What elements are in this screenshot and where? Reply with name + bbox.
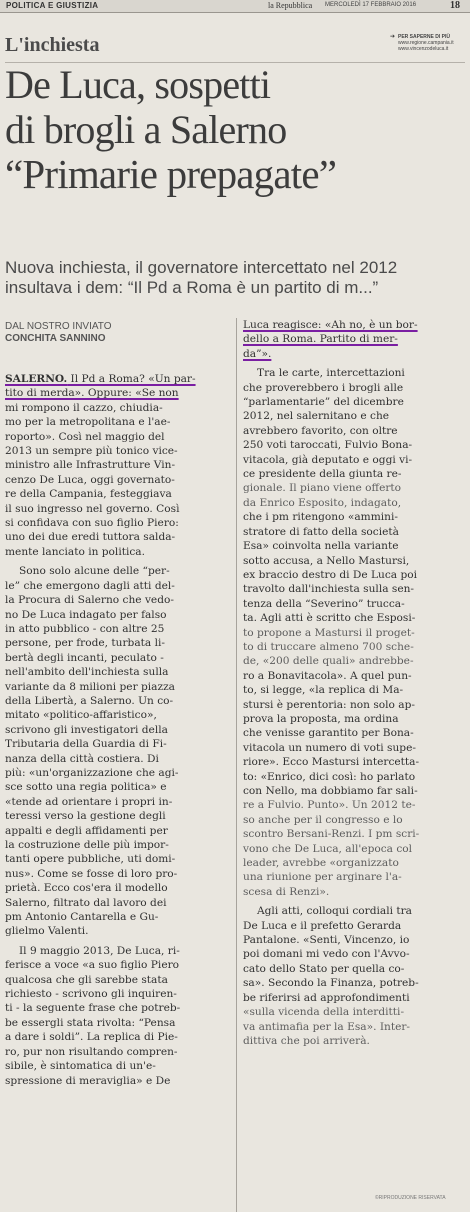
article-line: 2012, nel salernitano e che <box>243 410 390 423</box>
article-line: spressione di meraviglia» e De <box>5 1074 171 1087</box>
headline <box>5 62 470 197</box>
article-line: scontro Bersani-Renzi. I pm scri- <box>243 828 420 841</box>
article-line: Salerno, filtrato dal lavoro dei <box>5 896 167 909</box>
headline-line: di brogli a Salerno <box>5 107 287 152</box>
copyright-notice: ©RIPRODUZIONE RISERVATA <box>375 1195 446 1201</box>
column-divider <box>236 318 237 1212</box>
article-line: roporto». Così nel maggio del <box>5 430 165 443</box>
article-line: SALERNO. Il Pd a Roma? «Un par- <box>5 373 196 385</box>
subheadline: Nuova inchiesta, il governatore intercettato nel 2012 insultava i dem: “Il Pd a Roma è un partito di m...” <box>5 258 398 297</box>
article-line: persone, per frode, turbata li- <box>5 637 165 650</box>
article-line: Esa» coinvolta nella variante <box>243 540 399 553</box>
author-name: CONCHITA SANNINO <box>5 333 106 344</box>
article-line: 250 voti taroccati, Fulvio Bona- <box>243 439 413 452</box>
article-line: be riferirsi ad approfondimenti <box>243 991 410 1004</box>
article-line: dittiva che poi arriverà. <box>243 1034 370 1047</box>
article-line: leader, avrebbe «organizzato <box>243 857 399 870</box>
article-line: la Procura di Salerno che vedo- <box>5 594 174 607</box>
article-line: richiesto - scrivono gli inquiren- <box>5 988 177 1001</box>
article-line: con Nello, ma dobbiamo far sali- <box>243 785 418 797</box>
article-line: scesa di Renzi». <box>243 885 330 898</box>
article-line: riore». Ecco Mastursi intercetta- <box>243 756 420 769</box>
article-line: vitacola un numero di voti supe- <box>243 741 416 754</box>
issue-date: MERCOLEDÌ 17 FEBBRAIO 2016 <box>325 2 417 8</box>
article-line: ro a Bonavitacola». A quel pun- <box>243 669 412 682</box>
article-line: prova la proposta, ma ordina <box>243 712 399 725</box>
article-line: cato dello Stato per quella co- <box>243 962 405 975</box>
kicker: L'inchiesta <box>5 34 100 56</box>
article-line: pm Antonio Cantarella e Gu- <box>5 911 159 924</box>
article-line: mo per la metropolitana e l'ae- <box>5 416 171 429</box>
article-line: to di truccare almeno 700 sche- <box>243 640 414 653</box>
article-line: variante da 8 milioni per piazza <box>5 680 175 693</box>
article-line: ti - la seguente frase che potreb- <box>5 1002 181 1015</box>
article-line: vitacola, già deputato e oggi vi- <box>243 453 413 466</box>
article-column-right <box>243 318 467 1048</box>
article-line: de, «200 delle quali» andrebbe- <box>243 655 414 668</box>
article-line: il suo ingresso nel governo. Così <box>5 502 180 515</box>
article-line: Pantalone. «Senti, Vincenzo, io <box>243 934 410 947</box>
article-line: nell'ambito dell'inchiesta sulla <box>5 666 169 679</box>
article-line: poi domani mi vedo con l'Avvo- <box>243 948 410 961</box>
article-line: da Enrico Esposito, indagato, <box>243 496 402 509</box>
more-info-label: PER SAPERNE DI PIÙ <box>398 34 450 40</box>
article-line: stursi è perentoria: non solo ap- <box>243 698 415 711</box>
article-line: ce presidente della giunta re- <box>243 468 402 481</box>
article-line: qualcosa che gli sarebbe stata <box>5 973 168 986</box>
article-line: so anche per il congresso e lo <box>243 813 403 826</box>
article-line: da”». <box>243 347 272 360</box>
article-line: “parlamentarie” del dicembre <box>243 396 404 409</box>
article-line: to: «Enrico, dici così: ho parlato <box>243 770 416 783</box>
article-line: avrebbero favorito, con oltre <box>243 424 398 437</box>
article-line: va antimafia per la Esa». Inter- <box>243 1020 410 1033</box>
article-line: nanza della città costiera. Di <box>5 752 159 765</box>
article-line: vono che De Luca, all'epoca col <box>243 842 413 855</box>
article-line: le” che emergono dagli atti del- <box>5 579 175 592</box>
article-line: che i pm ritengono «ammini- <box>243 511 398 524</box>
article-line: tenza della “Severino” trucca- <box>243 597 405 610</box>
article-line: uno dei due eredi tuttora salda- <box>5 531 176 544</box>
article-line: che venisse garantito per Bona- <box>243 727 414 740</box>
article-line: la costruzione delle più impor- <box>5 839 169 851</box>
article-line: gionale. Il piano viene offerto <box>243 482 402 495</box>
byline-from: DAL NOSTRO INVIATO <box>5 321 112 332</box>
article-line: a dare i soldi”. La replica di Pie- <box>5 1031 178 1044</box>
article-line: to propone a Mastursi il proget- <box>243 626 415 639</box>
article-line: tanti opere pubbliche, uti domi- <box>5 853 176 866</box>
article-line: una riunione per arginare l'a- <box>243 871 402 884</box>
arrow-right-icon: ➔ <box>390 34 396 40</box>
article-line: mitato «politico-affaristico», <box>5 709 157 722</box>
page-header-bar <box>0 0 470 13</box>
article-line: sibile, è sintomatica di un'e- <box>5 1060 156 1073</box>
article-column-left <box>5 372 233 1088</box>
page-number: 18 <box>450 0 460 11</box>
article-line: ministro alle Infrastrutture Vin- <box>5 459 176 472</box>
article-line: nus». Come se fosse di loro pro- <box>5 867 178 880</box>
article-line: Luca reagisce: «Ah no, è un bor- <box>243 319 418 331</box>
article-line: mente lanciato in politica. <box>5 545 145 558</box>
article-line: della Libertà, a Salerno. Un co- <box>5 694 174 707</box>
article-line: bertà degli incanti, peculato - <box>5 651 164 664</box>
article-line: più: «un'organizzazione che agi- <box>5 766 179 779</box>
article-line: to, si legge, «la replica di Ma- <box>243 684 404 697</box>
headline-line: De Luca, sospetti <box>5 62 271 107</box>
article-line: 2013 un sempre più tonico vice- <box>5 445 178 458</box>
article-line: in atto pubblico - con altre 25 <box>5 622 165 635</box>
article-line: De Luca e il prefetto Gerarda <box>243 919 402 932</box>
dateline: SALERNO. <box>5 373 68 385</box>
article-line: re della Campania, festeggiava <box>5 488 172 501</box>
article-line: tito di merda». Oppure: «Se non <box>5 387 179 400</box>
article-line: be essergli stata rivolta: “Pensa <box>5 1016 176 1029</box>
article-line: Agli atti, colloqui cordiali tra <box>257 905 412 918</box>
article-line: teressi verso la gestione degli <box>5 810 166 823</box>
article-line: «tende ad orientare i propri in- <box>5 795 173 808</box>
article-line: si confidava con suo figlio Piero: <box>5 517 179 530</box>
article-line: cenzo De Luca, oggi governato- <box>5 473 175 486</box>
article-line: sce sotto una regia politica» e <box>5 781 167 794</box>
more-info-link[interactable]: www.vincenzodeluca.it <box>398 46 449 52</box>
more-info-box <box>390 34 468 52</box>
article-line: prietà. Ecco cos'era il modello <box>5 882 168 895</box>
article-line: ferisce a voce «a suo figlio Piero <box>5 959 180 972</box>
article-line: ex braccio destro di De Luca poi <box>243 568 418 581</box>
headline-line: “Primarie prepagate” <box>5 151 337 197</box>
more-info-link[interactable]: www.regione.campania.it <box>398 40 454 46</box>
article-line: ro, pur non risultando compren- <box>5 1045 178 1058</box>
article-line: «sulla vicenda della interditti- <box>243 1006 405 1019</box>
article-line: mi rompono il cazzo, chiudia- <box>5 401 163 414</box>
article-line: Il 9 maggio 2013, De Luca, ri- <box>19 944 180 957</box>
article-line: travolto dall'inchiesta sulla sen- <box>243 583 415 596</box>
article-line: sotto accusa, a Nello Mastursi, <box>243 554 410 567</box>
article-line: re a Fulvio. Punto». Un 2012 te- <box>243 799 416 812</box>
article-line: stratore di fatto della società <box>243 525 399 538</box>
section-label: POLITICA E GIUSTIZIA <box>6 1 99 10</box>
newspaper-name: la Repubblica <box>268 1 313 10</box>
article-line: no De Luca indagato per falso <box>5 608 167 621</box>
article-line: appalti e degli affidamenti per <box>5 824 168 837</box>
article-line: Tributaria della Guardia di Fi- <box>5 738 167 751</box>
byline <box>5 321 112 345</box>
article-line: glielmo Valenti. <box>5 925 89 938</box>
article-line: ta. Agli atti è scritto che Esposi- <box>243 612 416 625</box>
article-line: dello a Roma. Partito di mer- <box>243 333 398 346</box>
article-line: che proverebbero i brogli alle <box>243 381 404 394</box>
article-line: scrivono gli investigatori della <box>5 723 168 736</box>
article-line: Sono solo alcune delle “per- <box>19 565 170 578</box>
article-line: sa». Secondo la Finanza, potreb- <box>243 977 419 990</box>
article-line: Tra le carte, intercettazioni <box>257 367 405 380</box>
